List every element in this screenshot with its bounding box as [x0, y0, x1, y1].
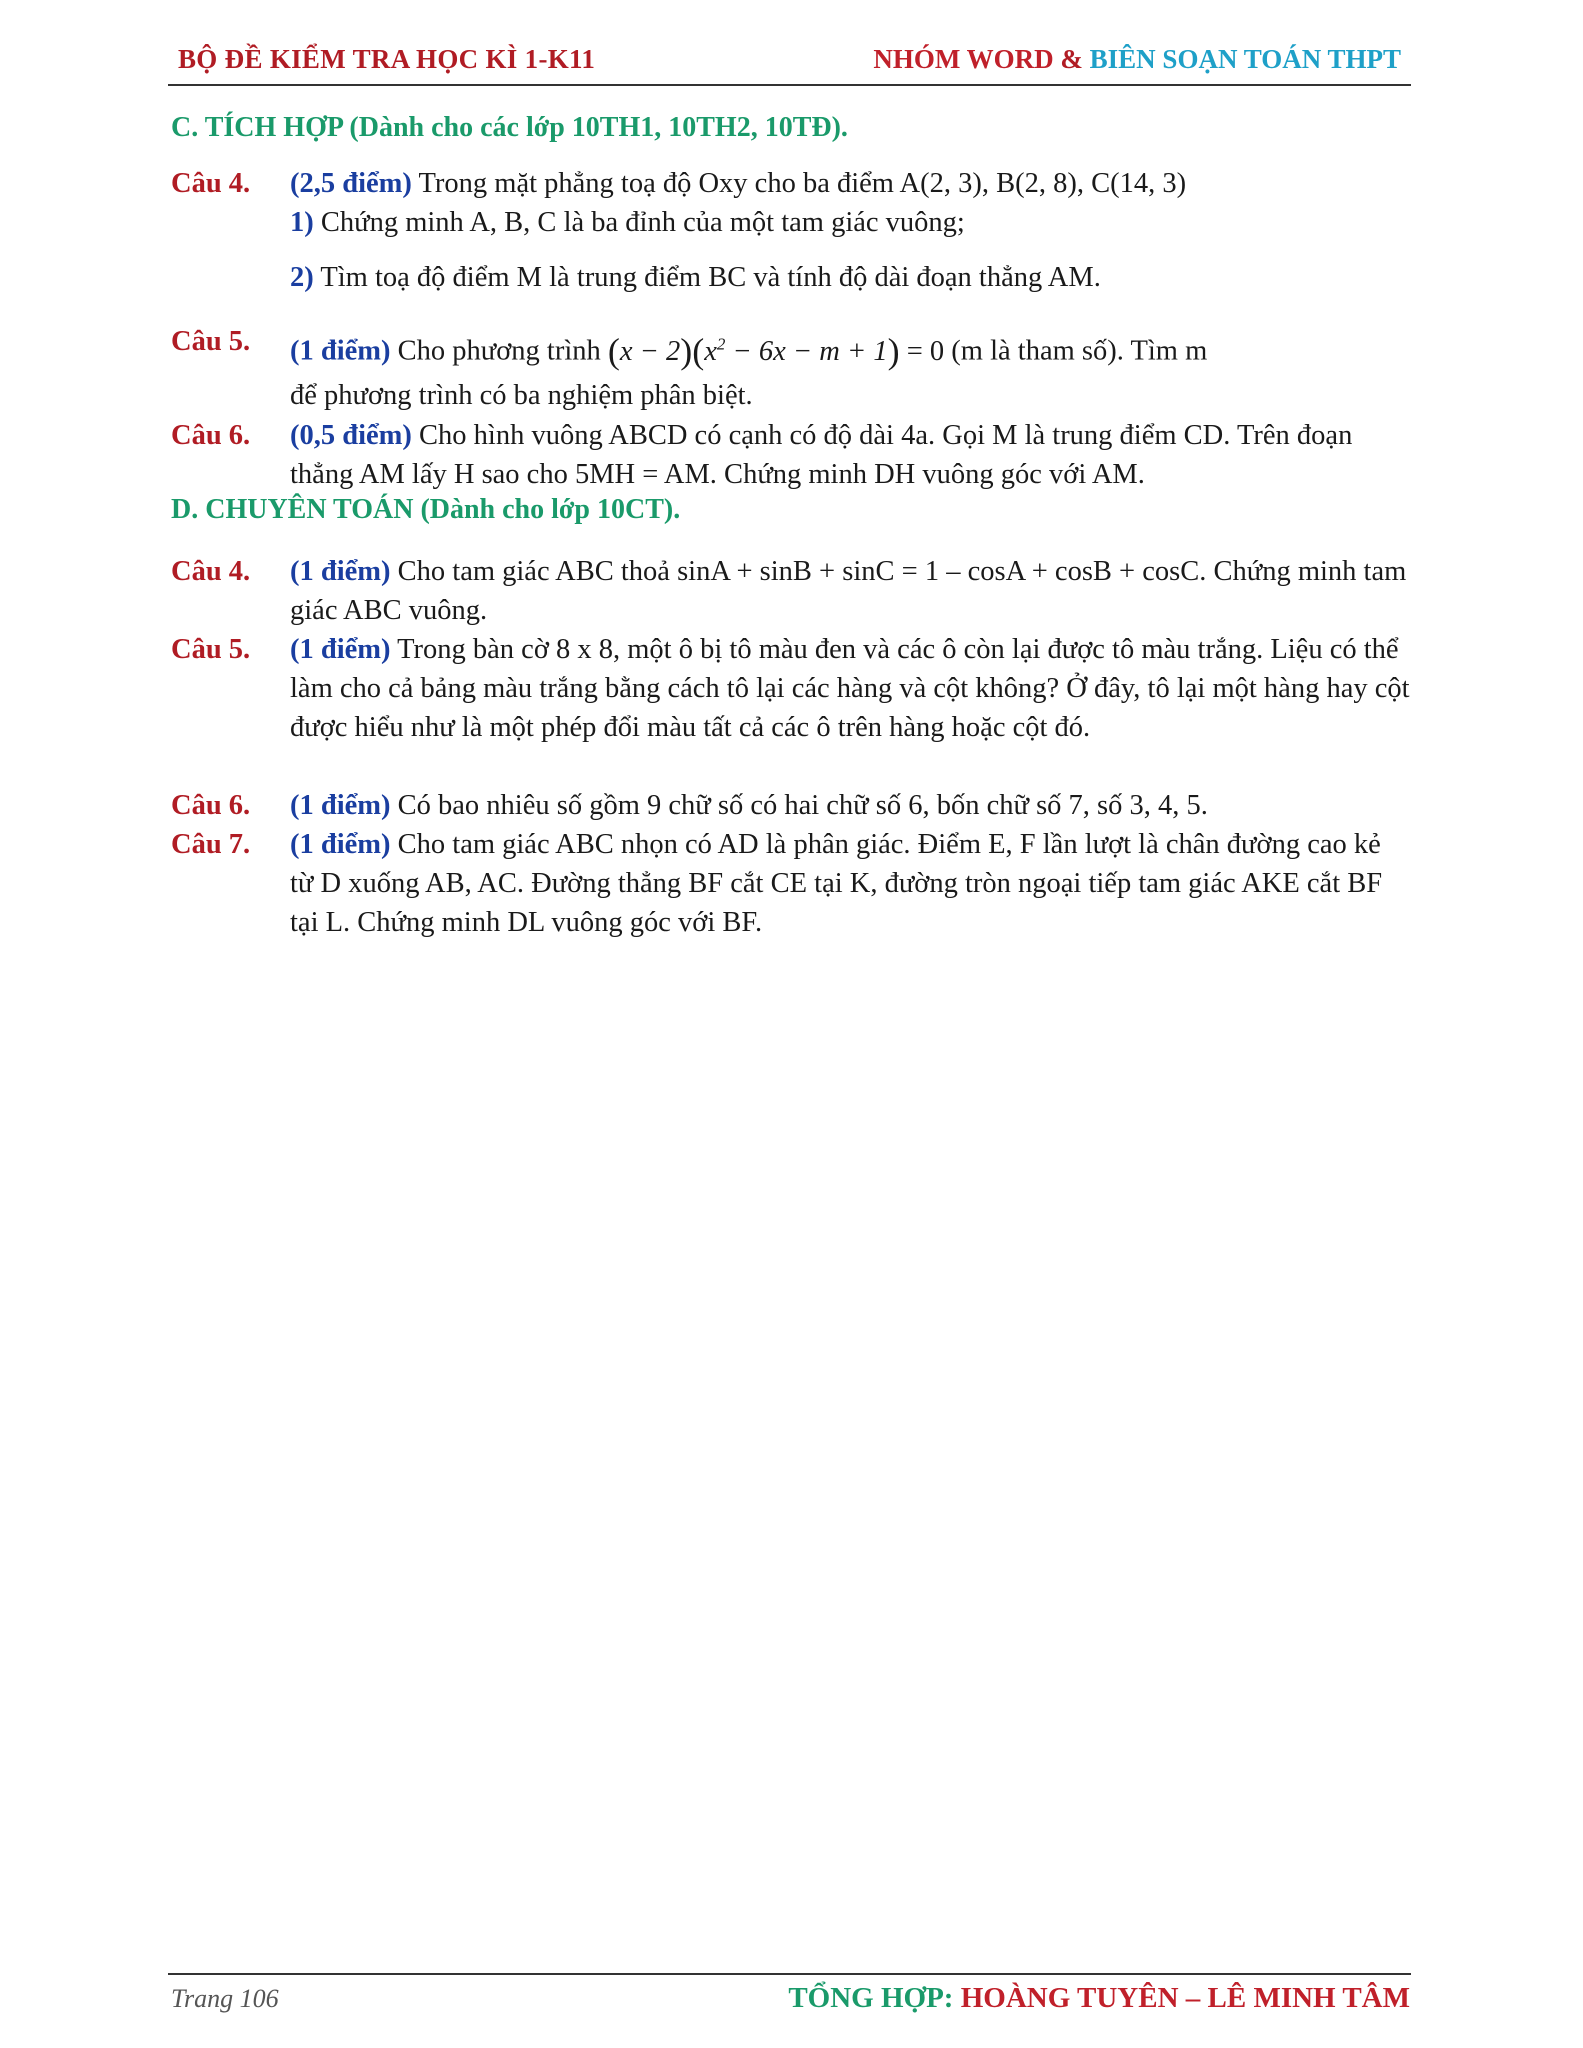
- equation-var: x: [704, 335, 717, 367]
- section-c-question-4: [171, 164, 1411, 304]
- question-label: Câu 7.: [171, 829, 251, 860]
- question-points: (1 điểm): [290, 790, 391, 821]
- question-text: Trong mặt phẳng toạ độ Oxy cho ba điểm A(2, 3), B(2, 8), C(14, 3): [411, 168, 1187, 199]
- header-group-part2: BIÊN SOẠN TOÁN THPT: [1089, 44, 1401, 74]
- subquestion-number: 1): [290, 207, 314, 238]
- subquestion-2: [290, 258, 1410, 297]
- question-label: Câu 4.: [171, 556, 251, 587]
- subquestion-1: [290, 203, 1410, 242]
- footer-divider: [168, 1973, 1411, 1975]
- question-text: Có bao nhiêu số gồm 9 chữ số có hai chữ số 6, bốn chữ số 7, số 3, 4, 5.: [390, 790, 1208, 821]
- question-points: (1 điểm): [290, 829, 391, 860]
- question-text: Cho hình vuông ABCD có cạnh có độ dài 4a. Gọi M là trung điểm CD. Trên đoạn thẳng AM lấy H sao cho 5MH = AM. Chứng minh DH vuông góc với AM.: [290, 420, 1353, 490]
- footer-credits: [788, 1982, 1410, 2015]
- page-number: Trang 106: [171, 1984, 279, 2013]
- section-c-question-5: [171, 322, 1411, 412]
- question-label: Câu 6.: [171, 420, 251, 451]
- question-text-line2: để phương trình có ba nghiệm phân biệt.: [290, 379, 753, 411]
- page-header: [168, 44, 1411, 84]
- subquestion-number: 2): [290, 262, 314, 293]
- question-text: Cho tam giác ABC thoả sinA + sinB + sinC = 1 – cosA + cosB + cosC. Chứng minh tam giác ABC vuông.: [290, 556, 1407, 626]
- footer-authors: HOÀNG TUYÊN – LÊ MINH TÂM: [953, 1982, 1410, 2014]
- section-d-question-4: [171, 552, 1411, 632]
- question-body: [290, 416, 1410, 494]
- section-d-question-5: [171, 630, 1411, 790]
- header-divider: [168, 84, 1411, 86]
- question-text: Cho tam giác ABC nhọn có AD là phân giác. Điểm E, F lần lượt là chân đường cao kẻ từ D xuống AB, AC. Đường thẳng BF cắt CE tại K, đường tròn ngoại tiếp tam giác AKE cắt BF tại L. Chứng minh DL vuông góc với BF.: [290, 829, 1383, 938]
- question-points: (0,5 điểm): [290, 420, 412, 451]
- equation-exponent: 2: [716, 334, 726, 353]
- section-d-question-6: [171, 786, 1411, 826]
- header-title: BỘ ĐỀ KIỂM TRA HỌC KÌ 1-K11: [178, 44, 596, 74]
- question-body: [290, 552, 1410, 630]
- question-points: (1 điểm): [290, 556, 391, 587]
- equation-factor-1: x − 2: [619, 335, 681, 367]
- header-ampersand: &: [1060, 44, 1083, 74]
- question-label: Câu 5.: [171, 634, 251, 665]
- question-points: (1 điểm): [290, 634, 391, 665]
- equation-rhs: = 0: [899, 335, 945, 367]
- section-c-title: C. TÍCH HỢP (Dành cho các lớp 10TH1, 10TH2, 10TĐ).: [171, 112, 848, 143]
- question-body: [290, 825, 1410, 942]
- question-label: Câu 5.: [171, 326, 251, 357]
- question-points: (2,5 điểm): [290, 168, 412, 199]
- question-body: [290, 164, 1410, 297]
- question-label: Câu 6.: [171, 790, 251, 821]
- section-c-question-6: [171, 416, 1411, 496]
- subquestion-text: Chứng minh A, B, C là ba đỉnh của một tam giác vuông;: [313, 207, 965, 238]
- header-group: [873, 44, 1401, 75]
- equation: $(x - 2)(x^2 - 6x - m + 1) = 0$: [607, 330, 945, 371]
- question-text: Trong bàn cờ 8 x 8, một ô bị tô màu đen và các ô còn lại được tô màu trắng. Liệu có thể làm cho cả bảng màu trắng bằng cách tô lại các hàng và cột không? Ở đây, tô lại một hàng hay cột được hiểu như là một phép đổi màu tất cả các ô trên hàng hoặc cột đó.: [290, 634, 1410, 743]
- section-d-title: D. CHUYÊN TOÁN (Dành cho lớp 10CT).: [171, 494, 681, 525]
- question-text: Cho phương trình: [390, 335, 608, 367]
- question-body: [290, 786, 1410, 825]
- question-text-after: (m là tham số). Tìm m: [944, 335, 1208, 367]
- equation-factor-2: − 6x − m + 1: [725, 335, 888, 367]
- header-group-part1: NHÓM WORD: [873, 44, 1054, 74]
- question-points: (1 điểm): [290, 335, 391, 367]
- subquestion-text: Tìm toạ độ điểm M là trung điểm BC và tính độ dài đoạn thẳng AM.: [313, 262, 1101, 293]
- section-d-question-7: [171, 825, 1411, 945]
- question-body: [290, 630, 1410, 747]
- question-body: [290, 322, 1410, 418]
- footer-label: TỔNG HỢP:: [788, 1982, 954, 2014]
- question-label: Câu 4.: [171, 168, 251, 199]
